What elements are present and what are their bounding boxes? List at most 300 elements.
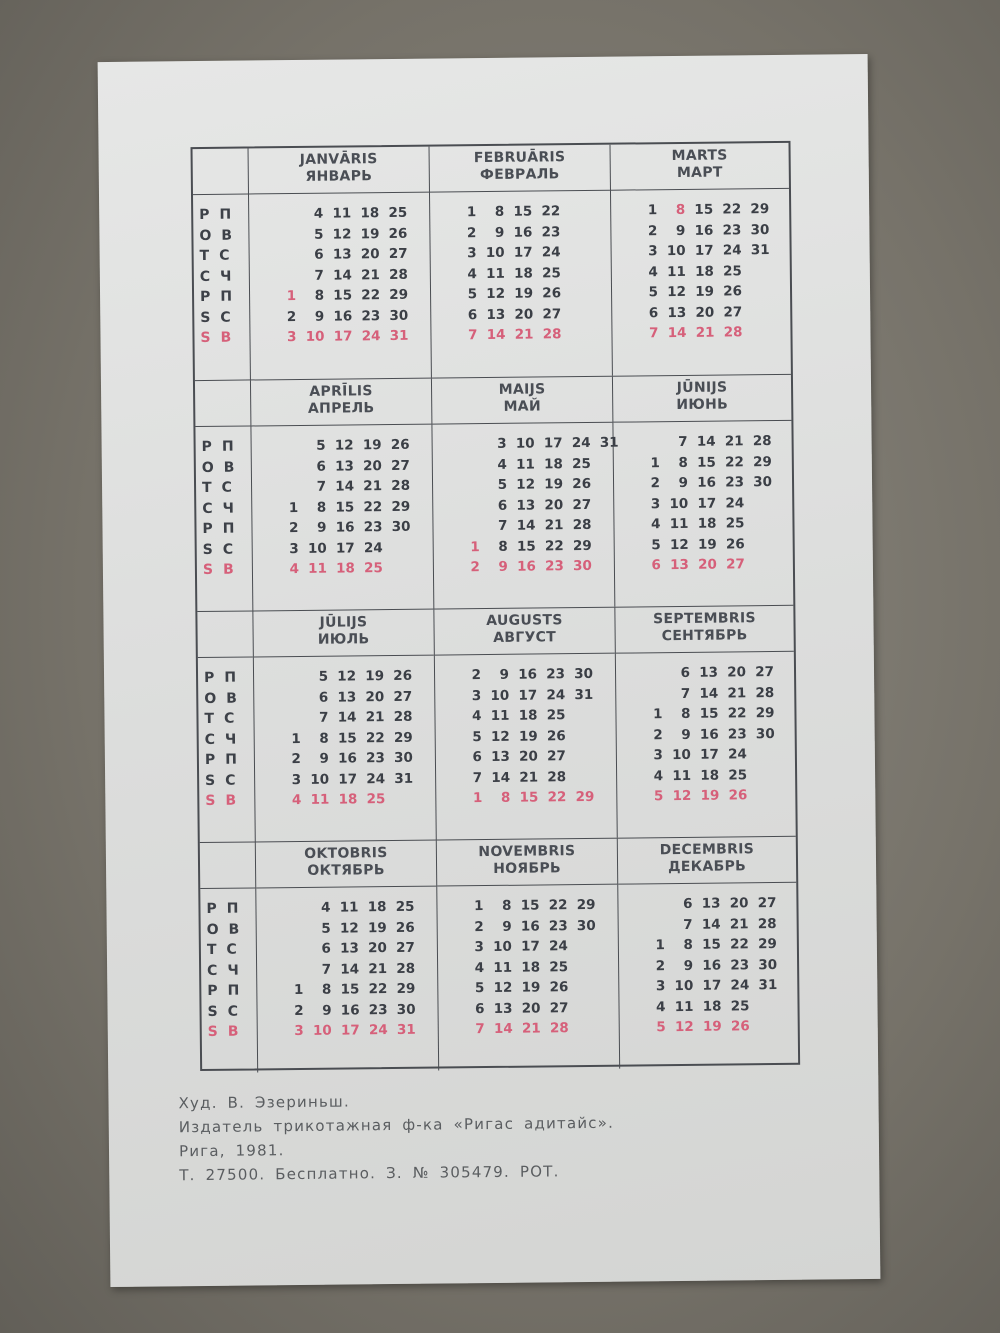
day-number: 25 [388, 204, 408, 222]
day-number: 3 [653, 747, 663, 764]
day-number: 22 [724, 453, 744, 471]
month-days [256, 897, 437, 1042]
week-row [612, 240, 790, 262]
day-number: 28 [391, 477, 411, 495]
day-number: 2 [647, 222, 658, 239]
day-number: 28 [393, 708, 413, 726]
day-number: 13 [340, 940, 359, 957]
day-number: 10 [515, 435, 535, 452]
month-days [249, 203, 430, 348]
day-number: 17 [518, 686, 538, 704]
day-number: 7 [314, 267, 324, 284]
weekday-label-lv: S [200, 329, 221, 347]
day-number: 27 [572, 496, 592, 513]
month-header [251, 379, 431, 427]
day-number: 20 [695, 304, 715, 321]
weekday-label-ru: С [223, 710, 245, 727]
month-name-russian: АВГУСТ [493, 629, 557, 646]
day-number: 4 [656, 998, 666, 1015]
day-number: 16 [518, 666, 538, 683]
day-number: 8 [680, 705, 691, 722]
week-row [617, 744, 795, 766]
day-number: 4 [650, 516, 661, 533]
weekday-label [203, 539, 249, 560]
day-number: 10 [312, 1022, 332, 1039]
day-number: 20 [365, 688, 385, 705]
day-number: 11 [669, 515, 689, 533]
weekday-label [199, 205, 245, 226]
day-number: 16 [697, 474, 717, 491]
day-number: 2 [471, 667, 482, 684]
day-number: 25 [571, 455, 591, 472]
day-number: 25 [728, 766, 748, 783]
day-number: 14 [335, 478, 355, 495]
weekday-label-ru: С [220, 309, 241, 326]
day-number: 4 [313, 205, 324, 222]
day-number: 16 [699, 726, 719, 743]
day-number: 20 [521, 999, 541, 1017]
day-number: 12 [674, 1018, 694, 1036]
month-header [432, 377, 612, 425]
day-number: 10 [666, 242, 686, 260]
day-number: 22 [363, 498, 383, 515]
week-row [254, 666, 434, 688]
day-number: 27 [549, 999, 569, 1016]
month-block [611, 143, 791, 376]
weekday-label-ru: П [221, 438, 244, 455]
day-number: 5 [313, 226, 324, 243]
day-number: 5 [316, 437, 326, 454]
day-number: 5 [656, 1019, 666, 1036]
week-row [250, 264, 430, 286]
weekday-label-lv: P [199, 288, 221, 306]
day-number: 29 [393, 729, 413, 746]
weekday-label-lv: T [204, 710, 225, 727]
weekday-label-lv: C [199, 268, 221, 285]
sunday-row [615, 554, 793, 576]
weekday-label-lv: P [202, 520, 223, 537]
day-number: 11 [666, 263, 686, 280]
weekday-label [205, 790, 251, 811]
day-number: 15 [519, 789, 539, 806]
corner-cell [200, 842, 255, 889]
day-number: 2 [470, 559, 481, 576]
day-number: 23 [722, 221, 742, 239]
day-number: 28 [757, 915, 777, 932]
day-number: 2 [294, 1002, 304, 1019]
month-block [249, 147, 432, 380]
day-number: 21 [724, 433, 744, 450]
day-number: 23 [545, 558, 564, 575]
day-number: 10 [485, 244, 505, 262]
day-number: 31 [599, 434, 619, 451]
day-number: 7 [475, 1021, 485, 1038]
day-number: 5 [321, 920, 331, 937]
weekday-label-lv: O [204, 690, 227, 707]
day-number: 30 [396, 1001, 416, 1018]
day-number: 23 [546, 666, 566, 683]
day-number: 21 [729, 915, 749, 932]
day-number: 22 [361, 287, 381, 304]
day-number: 14 [701, 916, 721, 933]
weekday-label [202, 437, 248, 458]
week-row [614, 513, 792, 535]
month-name-latvian: JANVĀRIS [299, 151, 378, 168]
week-row [616, 662, 794, 684]
weekday-column [200, 842, 258, 1073]
week-row [254, 707, 434, 729]
weekday-label-lv: C [207, 962, 228, 979]
day-number: 20 [362, 457, 382, 474]
day-number: 26 [725, 535, 745, 553]
week-row [436, 725, 616, 747]
day-number: 12 [667, 283, 687, 301]
sunday-row [258, 1020, 438, 1042]
day-number: 11 [672, 767, 692, 784]
week-row [611, 219, 789, 241]
day-number: 11 [674, 998, 694, 1015]
day-number: 27 [723, 303, 743, 321]
weekday-label-ru: С [225, 772, 246, 789]
day-number: 4 [653, 767, 664, 784]
day-number: 10 [310, 771, 330, 788]
weekday-label [206, 898, 252, 919]
day-number: 21 [519, 768, 539, 786]
month-name-latvian: JŪLIJS [319, 614, 368, 631]
day-number: 7 [680, 685, 691, 702]
day-number: 22 [541, 203, 561, 220]
day-number: 29 [575, 788, 595, 806]
day-number: 9 [683, 957, 694, 974]
day-number: 16 [340, 1001, 360, 1019]
day-number: 12 [486, 285, 506, 303]
week-row [435, 684, 615, 706]
day-number: 8 [678, 454, 688, 471]
day-number: 9 [314, 308, 325, 325]
weekday-label-lv: S [205, 792, 226, 809]
week-row [438, 956, 618, 978]
day-number: 27 [726, 556, 745, 573]
day-number: 28 [723, 324, 743, 341]
weekday-label [200, 287, 246, 308]
sunday-row [620, 1016, 798, 1038]
weekday-label-lv: S [202, 541, 223, 558]
day-number: 7 [497, 517, 508, 534]
day-number: 17 [697, 495, 717, 512]
week-row [249, 223, 429, 245]
day-number: 11 [515, 456, 535, 473]
month-days [254, 666, 435, 811]
day-number: 13 [491, 748, 510, 765]
day-number: 27 [393, 688, 413, 705]
day-number: 17 [338, 770, 358, 788]
day-number: 3 [294, 1022, 304, 1040]
week-row [431, 242, 611, 264]
day-number: 12 [672, 787, 692, 805]
week-row [616, 703, 794, 725]
week-row [431, 283, 611, 305]
month-block [615, 606, 795, 838]
day-number: 13 [516, 497, 536, 514]
imprint-print-info: Т. 27500. Бесплатно. З. № 305479. РОТ. [179, 1162, 560, 1185]
day-number: 7 [467, 327, 478, 344]
week-row [438, 936, 618, 958]
day-number: 20 [360, 246, 380, 263]
day-number: 6 [318, 689, 329, 706]
day-number: 5 [474, 980, 485, 997]
day-number: 14 [699, 685, 719, 702]
day-number: 23 [541, 223, 561, 240]
week-row [612, 301, 790, 323]
day-number: 16 [513, 224, 533, 241]
day-number: 10 [490, 687, 510, 704]
week-row [619, 934, 797, 956]
quarter-block [197, 605, 795, 842]
weekday-label-lv: P [206, 900, 227, 917]
day-number: 25 [541, 264, 561, 281]
week-row [612, 260, 790, 282]
day-number: 26 [723, 283, 743, 300]
day-number: 9 [502, 918, 512, 935]
sunday-row [612, 322, 790, 344]
day-number: 5 [472, 728, 482, 745]
day-number: 18 [543, 455, 563, 472]
day-number: 25 [549, 958, 569, 975]
month-name-latvian: APRĪLIS [309, 383, 373, 400]
month-days [611, 199, 790, 344]
day-number: 21 [521, 1020, 541, 1037]
weekday-label-lv: C [204, 731, 226, 748]
weekday-labels [199, 205, 247, 349]
day-number: 8 [675, 201, 686, 219]
day-number: 25 [725, 515, 745, 532]
day-number: 15 [699, 705, 719, 722]
day-number: 31 [750, 242, 770, 259]
day-number: 19 [521, 979, 541, 996]
month-days [433, 433, 619, 578]
weekday-label [203, 560, 249, 581]
day-number: 11 [310, 791, 330, 808]
week-row [255, 748, 435, 770]
day-number: 19 [700, 787, 720, 804]
day-number: 9 [681, 726, 691, 743]
day-number: 16 [335, 519, 355, 536]
weekday-label-ru: С [221, 479, 242, 496]
day-number: 7 [472, 769, 483, 786]
month-header [253, 610, 433, 658]
day-number: 26 [390, 436, 410, 454]
month-name-latvian: FEBRUĀRIS [473, 149, 566, 167]
day-number: 6 [648, 304, 659, 321]
day-number: 8 [683, 936, 693, 953]
day-number: 10 [493, 938, 512, 955]
weekday-label-lv: T [201, 479, 222, 496]
day-number: 1 [466, 204, 477, 221]
day-number: 3 [650, 495, 661, 512]
day-number: 28 [388, 266, 408, 283]
day-number: 23 [548, 917, 568, 934]
day-number: 21 [365, 709, 385, 726]
day-number: 6 [321, 940, 331, 957]
day-number: 6 [316, 458, 326, 475]
day-number: 7 [321, 961, 332, 978]
week-row [431, 303, 611, 325]
week-row [255, 768, 435, 790]
day-number: 4 [320, 899, 331, 916]
sunday-row [431, 324, 611, 346]
week-row [619, 995, 797, 1017]
day-number: 3 [655, 978, 666, 995]
day-number: 26 [393, 667, 413, 685]
day-number: 3 [467, 245, 477, 262]
weekday-label-ru: Ч [224, 731, 247, 748]
day-number: 5 [467, 286, 478, 303]
week-row [612, 281, 790, 303]
month-name-latvian: SEPTEMBRIS [653, 610, 756, 628]
day-number: 1 [472, 790, 483, 807]
day-number: 15 [337, 729, 357, 747]
day-number: 14 [337, 709, 357, 726]
month-header [434, 608, 614, 656]
day-number: 3 [648, 243, 658, 260]
day-number: 19 [518, 727, 538, 745]
day-number: 3 [289, 540, 299, 557]
weekday-label [205, 770, 251, 791]
day-number: 1 [652, 706, 663, 723]
day-number: 5 [318, 668, 329, 685]
day-number: 15 [513, 203, 533, 220]
day-number: 24 [366, 770, 386, 787]
week-row [438, 915, 618, 937]
day-number: 26 [542, 285, 562, 302]
day-number: 1 [291, 730, 301, 747]
imprint [178, 1084, 859, 1187]
day-number: 11 [490, 707, 510, 724]
day-number: 16 [702, 957, 722, 974]
day-number: 7 [683, 916, 693, 933]
weekday-label [199, 225, 245, 246]
day-number: 9 [494, 224, 505, 241]
day-number: 29 [572, 537, 592, 554]
week-row [252, 517, 432, 539]
day-number: 21 [363, 478, 383, 495]
day-number: 21 [695, 324, 715, 341]
day-number: 31 [394, 770, 414, 787]
day-number: 13 [334, 457, 354, 475]
day-number: 21 [368, 960, 388, 977]
month-days [618, 893, 797, 1038]
day-number: 22 [548, 897, 568, 914]
day-number: 19 [360, 225, 380, 242]
day-number: 22 [365, 729, 385, 746]
sunday-row [617, 785, 795, 807]
week-row [618, 893, 796, 915]
day-number: 16 [517, 558, 536, 575]
sunday-row [436, 787, 616, 809]
day-number: 13 [701, 895, 721, 912]
day-number: 3 [497, 435, 507, 452]
day-number: 5 [648, 284, 659, 301]
day-number: 11 [332, 205, 352, 222]
month-block [251, 379, 434, 611]
day-number: 5 [653, 788, 664, 805]
day-number: 31 [389, 327, 409, 345]
day-number: 20 [729, 895, 749, 912]
day-number: 23 [363, 519, 383, 536]
weekday-label-lv: T [199, 247, 220, 265]
day-number: 18 [694, 263, 714, 280]
day-number: 17 [333, 328, 353, 345]
month-days [437, 895, 618, 1040]
day-number: 30 [576, 917, 596, 934]
day-number: 18 [697, 515, 717, 532]
week-row [616, 682, 794, 704]
day-number: 8 [314, 287, 325, 304]
weekday-label-ru: П [224, 669, 247, 686]
day-number: 12 [339, 919, 359, 937]
week-row [438, 997, 618, 1019]
week-row [250, 305, 430, 327]
day-number: 27 [396, 939, 415, 956]
day-number: 15 [702, 936, 721, 953]
day-number: 15 [520, 897, 540, 914]
day-number: 18 [360, 205, 380, 222]
imprint-place-year: Рига, 1981. [178, 1141, 285, 1161]
day-number: 7 [648, 325, 659, 342]
week-row [436, 746, 616, 768]
month-name-russian: ОКТЯБРЬ [307, 862, 385, 879]
week-row [252, 476, 432, 498]
day-number: 5 [497, 476, 508, 493]
weekday-label-lv: S [205, 772, 226, 789]
month-days [616, 662, 795, 807]
month-name-russian: МАЙ [503, 398, 542, 415]
day-number: 9 [319, 750, 329, 767]
month-name-russian: АПРЕЛЬ [307, 400, 375, 417]
day-number: 1 [473, 898, 484, 915]
day-number: 2 [655, 957, 666, 974]
weekday-label-lv: S [207, 1023, 228, 1040]
day-number: 27 [755, 664, 775, 681]
day-number: 29 [396, 980, 416, 997]
day-number: 30 [755, 725, 775, 742]
weekday-label-lv: S [202, 561, 224, 578]
day-number: 16 [338, 750, 357, 767]
corner-cell [195, 380, 250, 427]
day-number: 26 [395, 919, 415, 936]
week-row [255, 727, 435, 749]
sunday-row [250, 326, 430, 348]
week-row [614, 472, 792, 494]
day-number: 9 [678, 474, 689, 492]
day-number: 25 [395, 898, 415, 915]
weekday-label-ru: В [220, 329, 242, 346]
weekday-label-lv: T [206, 941, 227, 958]
day-number: 14 [493, 1020, 513, 1037]
month-name-latvian: MARTS [671, 147, 728, 165]
day-number: 21 [727, 684, 747, 702]
day-number: 17 [543, 435, 563, 452]
day-number: 2 [474, 918, 484, 935]
day-number: 14 [491, 769, 511, 786]
weekday-label-ru: П [222, 520, 245, 537]
day-number: 29 [750, 201, 770, 218]
weekday-label [202, 519, 248, 540]
week-row [253, 537, 433, 559]
month-name-russian: СЕНТЯБРЬ [661, 627, 748, 645]
week-row [433, 453, 613, 475]
day-number: 17 [340, 1022, 360, 1039]
